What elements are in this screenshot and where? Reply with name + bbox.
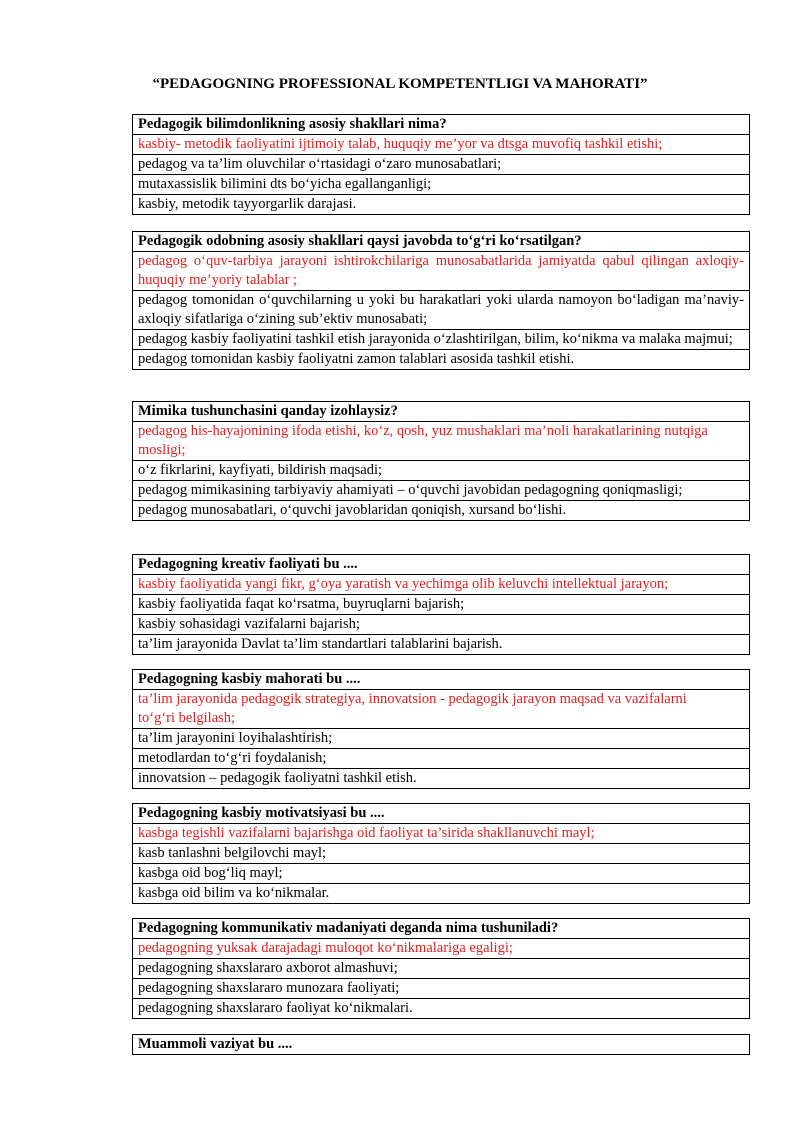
answer-option: pedagog munosabatlari, o‘quvchi javoblaridan qoniqish, xursand bo‘lishi.	[133, 501, 750, 521]
answer-option: o‘z fikrlarini, kayfiyati, bildirish maqsadi;	[133, 461, 750, 481]
answer-option: kasb tanlashni belgilovchi mayl;	[133, 844, 750, 864]
correct-answer: ta’lim jarayonida pedagogik strategiya, innovatsion - pedagogik jarayon maqsad va vazifalarni to‘g‘ri belgilash;	[133, 690, 750, 729]
answer-option: kasbiy sohasidagi vazifalarni bajarish;	[133, 615, 750, 635]
question-block-6	[132, 803, 750, 904]
answer-option: pedagog tomonidan o‘quvchilarning u yoki bu harakatlari yoki ularda namoyon bo‘ladigan ma’naviy-axloqiy sifatlariga o‘zining sub’ektiv munosabati;	[133, 291, 750, 330]
answer-option: pedagog mimikasining tarbiyaviy ahamiyati – o‘quvchi javobidan pedagogning qoniqmasligi;	[133, 481, 750, 501]
question-block-4	[132, 554, 750, 655]
answer-option: metodlardan to‘g‘ri foydalanish;	[133, 749, 750, 769]
question-block-3	[132, 401, 750, 521]
answer-option: pedagog kasbiy faoliyatini tashkil etish jarayonida o‘zlashtirilgan, bilim, ko‘nikma va malaka majmui;	[133, 330, 750, 350]
question-block-8	[132, 1034, 750, 1055]
answer-option: kasbga oid bilim va ko‘nikmalar.	[133, 884, 750, 904]
answer-option: pedagogning shaxslararo axborot almashuvi;	[133, 959, 750, 979]
answer-option: mutaxassislik bilimini dts bo‘yicha egallanganligi;	[133, 175, 750, 195]
document-title: “PEDAGOGNING PROFESSIONAL KOMPETENTLIGI VA MAHORATI”	[152, 76, 648, 92]
question-text: Pedagogning kreativ faoliyati bu ....	[133, 555, 750, 575]
answer-option: kasbga oid bog‘liq mayl;	[133, 864, 750, 884]
question-text: Muammoli vaziyat bu ....	[133, 1035, 750, 1055]
answer-option: ta’lim jarayonida Davlat ta’lim standartlari talablarini bajarish.	[133, 635, 750, 655]
answer-option: pedagog tomonidan kasbiy faoliyatni zamon talablari asosida tashkil etishi.	[133, 350, 750, 370]
question-block-2	[132, 231, 750, 370]
question-text: Pedagogning kommunikativ madaniyati deganda nima tushuniladi?	[133, 919, 750, 939]
correct-answer: kasbiy faoliyatida yangi fikr, g‘oya yaratish va yechimga olib keluvchi intellektual jarayon;	[133, 575, 750, 595]
answer-option: pedagogning shaxslararo faoliyat ko‘nikmalari.	[133, 999, 750, 1019]
question-text: Pedagogning kasbiy mahorati bu ....	[133, 670, 750, 690]
correct-answer: kasbiy- metodik faoliyatini ijtimoiy talab, huquqiy me’yor va dtsga muvofiq tashkil etishi;	[133, 135, 750, 155]
question-block-1	[132, 114, 750, 215]
answer-option: kasbiy, metodik tayyorgarlik darajasi.	[133, 195, 750, 215]
answer-option: kasbiy faoliyatida faqat ko‘rsatma, buyruqlarni bajarish;	[133, 595, 750, 615]
question-block-7	[132, 918, 750, 1019]
answer-option: pedagog va ta’lim oluvchilar o‘rtasidagi o‘zaro munosabatlari;	[133, 155, 750, 175]
question-text: Mimika tushunchasini qanday izohlaysiz?	[133, 402, 750, 422]
question-block-5	[132, 669, 750, 789]
answer-option: ta’lim jarayonini loyihalashtirish;	[133, 729, 750, 749]
correct-answer: pedagog his-hayajonining ifoda etishi, ko‘z, qosh, yuz mushaklari ma’noli harakatlarining nutqiga mosligi;	[133, 422, 750, 461]
answer-option: innovatsion – pedagogik faoliyatni tashkil etish.	[133, 769, 750, 789]
question-text: Pedagogik odobning asosiy shakllari qaysi javobda to‘g‘ri ko‘rsatilgan?	[133, 232, 750, 252]
question-text: Pedagogik bilimdonlikning asosiy shakllari nima?	[133, 115, 750, 135]
answer-option: pedagogning shaxslararo munozara faoliyati;	[133, 979, 750, 999]
correct-answer: kasbga tegishli vazifalarni bajarishga oid faoliyat ta’sirida shakllanuvchi mayl;	[133, 824, 750, 844]
question-text: Pedagogning kasbiy motivatsiyasi bu ....	[133, 804, 750, 824]
correct-answer: pedagog o‘quv-tarbiya jarayoni ishtirokchilariga munosabatlarida jamiyatda qabul qilingan axloqiy-huquqiy me’yoriy talablar ;	[133, 252, 750, 291]
correct-answer: pedagogning yuksak darajadagi muloqot ko‘nikmalariga egaligi;	[133, 939, 750, 959]
